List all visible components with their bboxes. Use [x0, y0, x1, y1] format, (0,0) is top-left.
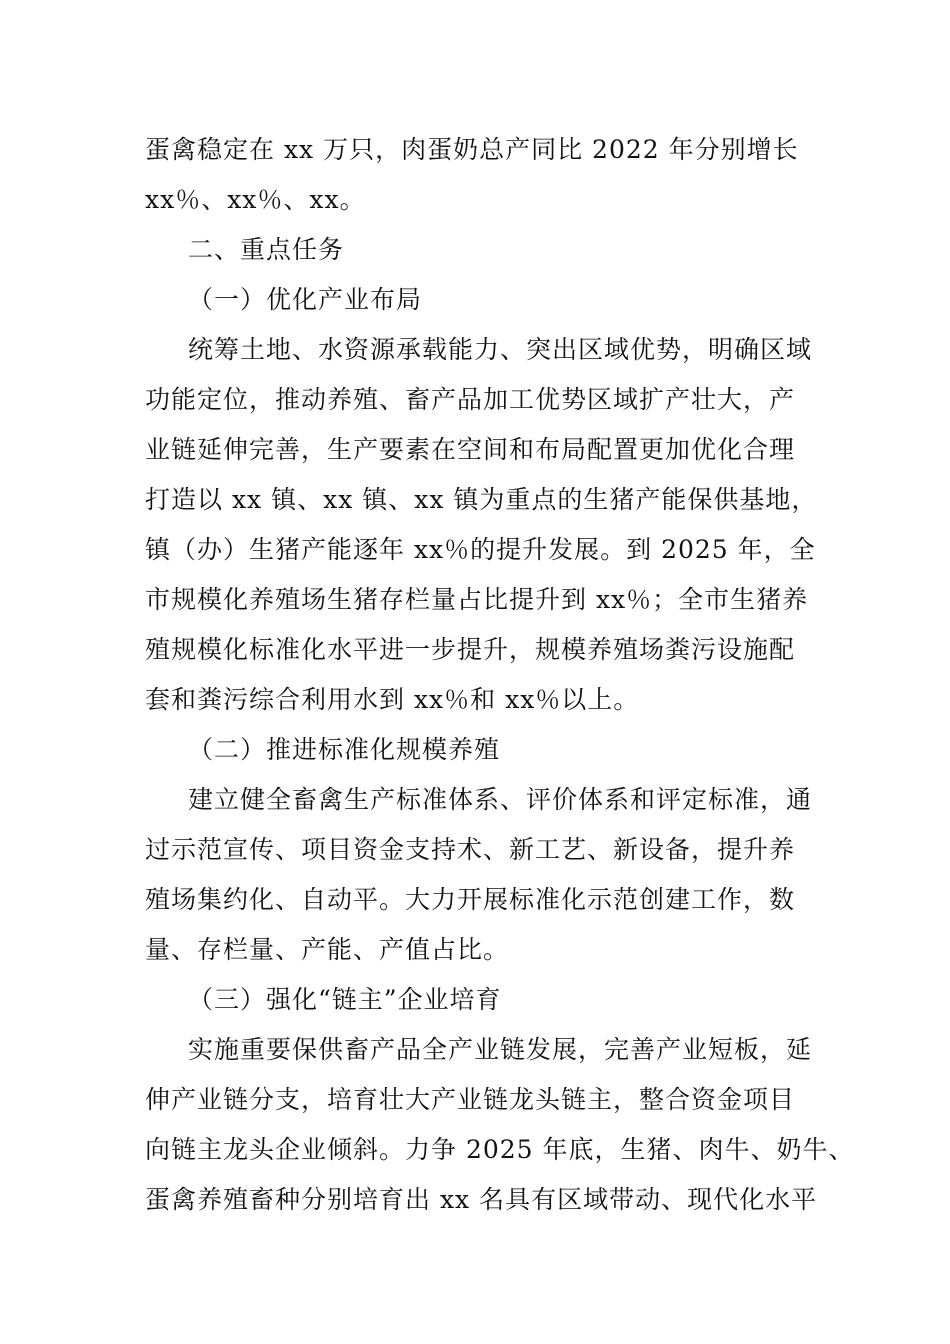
body-text-line: 殖场集约化、自动平。大力开展标准化示范创建工作，数	[145, 885, 796, 914]
body-text-line: 蛋禽养殖畜种分别培育出 xx 名具有区域带动、现代化水平	[145, 1185, 818, 1214]
subsection-heading: （一）优化产业布局	[188, 285, 423, 314]
paragraph-first-line: 实施重要保供畜产品全产业链发展，完善产业短板，延	[188, 1035, 813, 1064]
subsection-heading: （二）推进标准化规模养殖	[188, 735, 501, 764]
body-text-line: 量、存栏量、产能、产值占比。	[145, 935, 510, 964]
body-text-line: 向链主龙头企业倾斜。力争 2025 年底，生猪、肉牛、奶牛、	[145, 1135, 855, 1164]
body-text-line: 打造以 xx 镇、xx 镇、xx 镇为重点的生猪产能保供基地，	[145, 485, 818, 514]
body-text-line: 过示范宣传、项目资金支持术、新工艺、新设备，提升养	[145, 835, 796, 864]
body-text-line: 市规模化养殖场生猪存栏量占比提升到 xx％；全市生猪养	[145, 585, 809, 614]
body-text-line: 殖规模化标准化水平进一步提升，规模养殖场粪污设施配	[145, 635, 796, 664]
section-heading: 二、重点任务	[188, 235, 345, 264]
paragraph-first-line: 建立健全畜禽生产标准体系、评价体系和评定标准，通	[188, 785, 813, 814]
body-text-line: 镇（办）生猪产能逐年 xx％的提升发展。到 2025 年，全	[145, 535, 816, 564]
paragraph-first-line: 统筹土地、水资源承载能力、突出区域优势，明确区域	[188, 335, 813, 364]
body-text-line: 蛋禽稳定在 xx 万只，肉蛋奶总产同比 2022 年分别增长	[145, 135, 799, 164]
body-text-line: 功能定位，推动养殖、畜产品加工优势区域扩产壮大，产	[145, 385, 796, 414]
body-text-line: xx％、xx％、xx。	[145, 185, 366, 214]
subsection-heading: （三）强化“链主”企业培育	[188, 985, 502, 1014]
body-text-line: 套和粪污综合利用水到 xx％和 xx％以上。	[145, 685, 640, 714]
body-text-line: 伸产业链分支，培育壮大产业链龙头链主，整合资金项目	[145, 1085, 796, 1114]
body-text-line: 业链延伸完善，生产要素在空间和布局配置更加优化合理	[145, 435, 796, 464]
